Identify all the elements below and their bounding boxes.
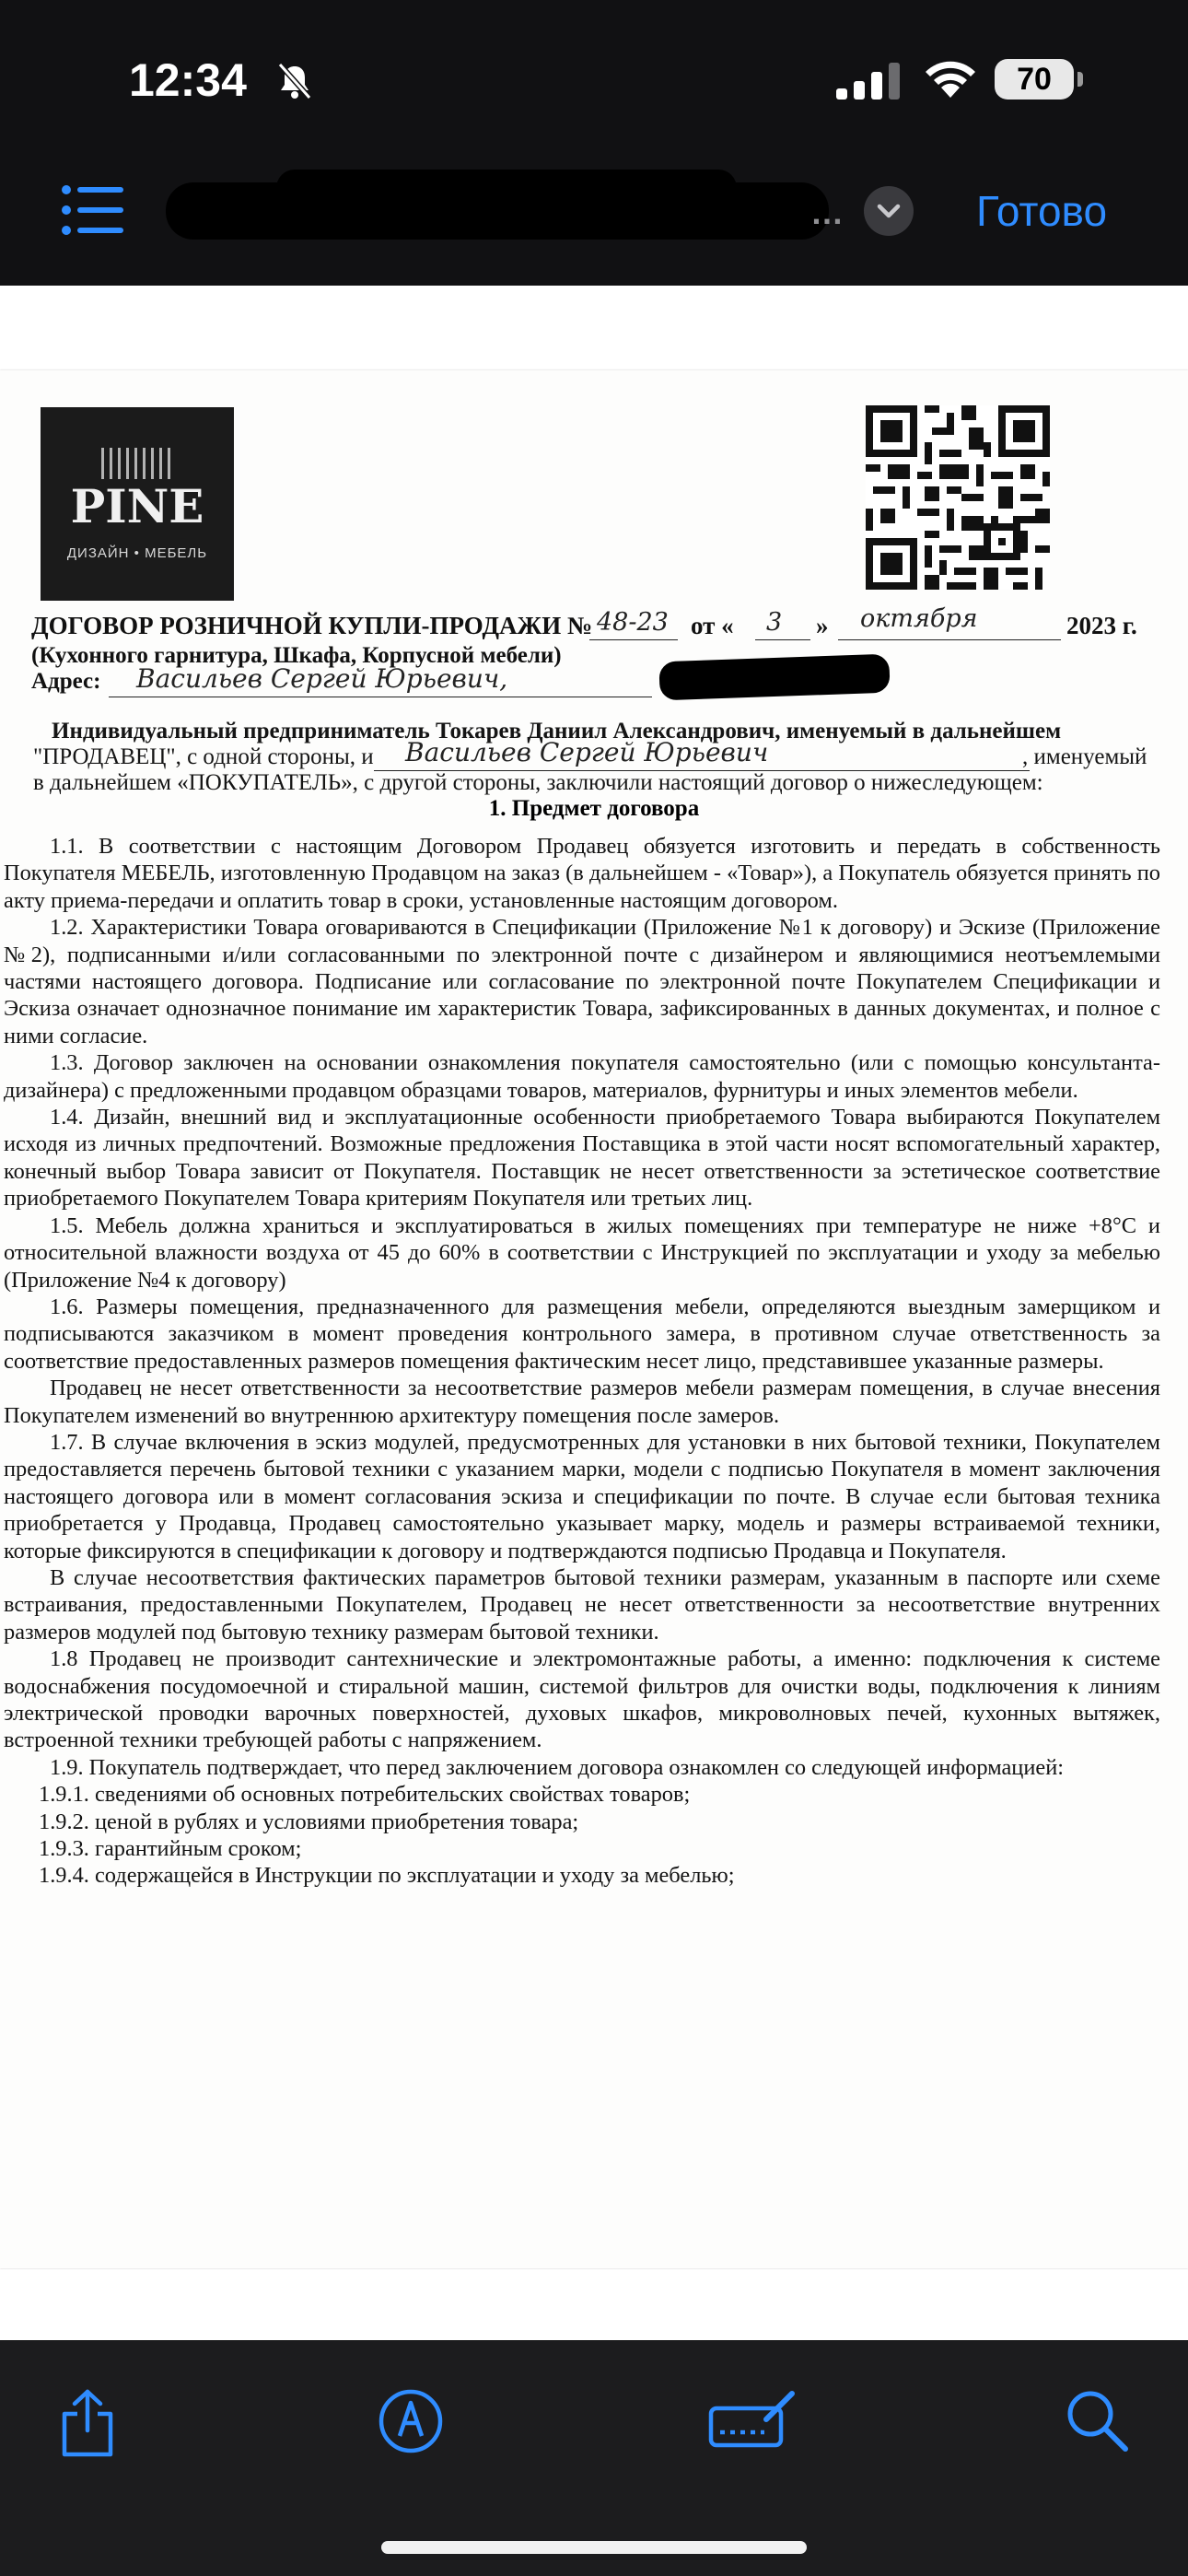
contract-body <box>0 833 1160 1890</box>
contract-list-item: 1.9.3. гарантийным сроком; <box>39 1836 302 1862</box>
logo-ornament <box>101 448 175 479</box>
markup-icon[interactable] <box>378 2388 444 2454</box>
title-menu-button[interactable] <box>864 186 914 236</box>
contract-paragraph: 1.6. Размеры помещения, предназначенного для размещения мебели, определяются выездным замерщиком и подписываются заказчиком в момент проведения контрольного замера, в противном случае ответственность за соответствие предоставленных размеров помещения фактическим несет лицо, представившее указанные размеры. <box>4 1294 1160 1374</box>
done-button[interactable]: Готово <box>976 187 1108 235</box>
logo-name: PINE <box>70 479 204 533</box>
chevron-down-icon <box>864 186 914 236</box>
contract-list-item: 1.9.1. сведениями об основных потребительских свойствах товаров; <box>39 1782 691 1808</box>
contract-list-item: 1.9.2. ценой в рублях и условиями приобретения товара; <box>39 1809 579 1834</box>
contract-paragraph: 1.4. Дизайн, внешний вид и эксплуатационные особенности приобретаемого Товара выбираются Покупателем исходя из личных предпочтений. Возможные предложения Поставщика в этой части носят вспомогательный характер, конечный выбор Товара зависит от Покупателя. Поставщик не несет ответственности за эстетическое соответствие приобретаемого Покупателем Товара критериям Покупателя или третьих лиц. <box>4 1105 1160 1212</box>
contract-paragraph: 1.8 Продавец не производит сантехнические и электромонтажные работы, а именно: подключения к системе водоснабжения посудомоечной и стиральной машин, системой фильтров для очистки воды, подключения к линиям электрической проводки варочных поверхностей, духовых шкафов, микроволновых печей, кухонных вытяжек, встроенной техники требующей работы с напряжением. <box>4 1646 1160 1753</box>
contract-list-item: 1.9.4. содержащейся в Инструкции по эксплуатации и уходу за мебелью; <box>39 1863 735 1889</box>
home-indicator <box>381 2541 807 2554</box>
address-label: Адрес: <box>31 669 101 694</box>
contract-paragraph: 1.5. Мебель должна храниться и эксплуатироваться в жилых помещениях при температуре не ниже +8°С и относительной влажности воздуха от 45 до 60% в соответствии с Инструкцией по эксплуатации и уходу за мебелью (Приложение №4 к договору) <box>4 1212 1160 1293</box>
contract-paragraph: 1.2. Характеристики Товара оговариваются в Спецификации (Приложение №1 к договору) и Эскизе (Приложение №2), подписанными и/или согласованными по электронной почте с дизайнером и являющимися неотъемлемыми частями настоящего договора. Подписание или согласование по электронной почте Покупателем Спецификации и Эскиза означает однозначное понимание им характеристик Товара, зафиксированных в данных документах, и полное с ними согласие. <box>4 915 1160 1048</box>
seller-name: Индивидуальный предприниматель Токарев Даниил Александрович, именуемый в дальнейшем <box>52 719 1062 744</box>
cellular-signal-icon <box>836 63 903 100</box>
logo-subtitle: ДИЗАЙН • МЕБЕЛЬ <box>66 545 208 561</box>
day-close-quote: » <box>816 612 829 639</box>
status-bar <box>0 0 1188 157</box>
date-from-label: от « <box>691 612 734 639</box>
intro-line-2-start: "ПРОДАВЕЦ", с одной стороны, и <box>33 744 374 769</box>
redacted-document-title <box>166 182 829 240</box>
search-icon[interactable] <box>1065 2388 1131 2454</box>
contract-month: октября <box>860 604 978 633</box>
intro-line-2-end: , именуемый <box>1022 744 1147 769</box>
contract-paragraph: 1.3. Договор заключен на основании ознакомления покупателя самостоятельно (или с помощью консультанта-дизайнера) с предложенными продавцом образцами товаров, материалов, фурнитуры и иных элементов мебели. <box>4 1050 1160 1103</box>
battery-tip <box>1077 72 1083 87</box>
share-icon[interactable] <box>57 2388 118 2458</box>
redacted-address <box>658 654 890 701</box>
month-underline <box>838 639 1061 640</box>
contract-paragraph: 1.7. В случае включения в эскиз модулей, предусмотренных для установки в них бытовой техники, Покупателем предоставляется перечень бытовой техники с указанием марки, модели с подписью Покупателя в момент заключения настоящего договора или в момент согласования эскиза и спецификации по почте. В случае если бытовая техника приобретается у Продавца, Продавец самостоятельно указывает марку, модель и размеры встраиваемой техники, которые фиксируются в спецификации к договору и подтверждаются подписью Продавца и Покупателя. <box>4 1429 1160 1563</box>
contract-paragraph: В случае несоответствия фактических параметров бытовой техники размерам, указанным в паспорте или схеме встраивания, предоставленными Покупателем, Продавец не несет ответственности за несоответствие внутренних размеров модулей под бытовую технику размерам бытовой техники. <box>4 1564 1160 1645</box>
signature-icon[interactable] <box>707 2388 799 2449</box>
wifi-icon <box>923 57 978 100</box>
number-underline <box>589 639 678 640</box>
contract-year: 2023 г. <box>1066 612 1137 639</box>
document-title-suffix: … <box>810 193 844 231</box>
document-viewer[interactable] <box>0 286 1188 2340</box>
contract-subtitle: (Кухонного гарнитура, Шкафа, Корпусной мебели) <box>31 643 562 668</box>
clock: 12:34 <box>129 54 247 106</box>
section-title: 1. Предмет договора <box>488 796 700 821</box>
buyer-handwritten: Васильев Сергей Юрьевич <box>405 737 769 767</box>
list-icon[interactable] <box>61 184 125 236</box>
company-logo <box>41 407 234 601</box>
contract-paragraph: 1.9. Покупатель подтверждает, что перед заключением договора ознакомлен со следующей информацией: <box>50 1754 1065 1780</box>
document-page <box>0 370 1188 2268</box>
battery-indicator: 70 <box>995 59 1074 100</box>
contract-number: 48-23 <box>597 608 669 637</box>
intro-line-3: в дальнейшем «ПОКУПАТЕЛЬ», с другой стороны, заключили настоящий договор о нижеследующем: <box>33 770 1043 795</box>
day-underline <box>755 639 810 640</box>
navigation-bar <box>0 157 1188 286</box>
contract-paragraph: 1.1. В соответствии с настоящим Договором Продавец обязуется изготовить и передать в собственность Покупателя МЕБЕЛЬ, изготовленную Продавцом на заказ (в дальнейшем - «Товар»), а Покупатель обязуется принять по акту приема-передачи и оплатить товар в сроки, установленные настоящим договором. <box>4 834 1160 913</box>
contract-title: ДОГОВОР РОЗНИЧНОЙ КУПЛИ-ПРОДАЖИ № <box>31 612 593 639</box>
qr-code-icon <box>866 405 1050 590</box>
bell-slash-icon <box>274 61 315 101</box>
contract-paragraph: Продавец не несет ответственности за несоответствие размеров мебели размерам помещения, в случае внесения Покупателем изменений во внутреннюю архитектуру помещения после замеров. <box>4 1376 1160 1428</box>
contract-day: 3 <box>766 608 783 637</box>
address-handwritten: Васильев Сергей Юрьевич, <box>136 663 508 694</box>
